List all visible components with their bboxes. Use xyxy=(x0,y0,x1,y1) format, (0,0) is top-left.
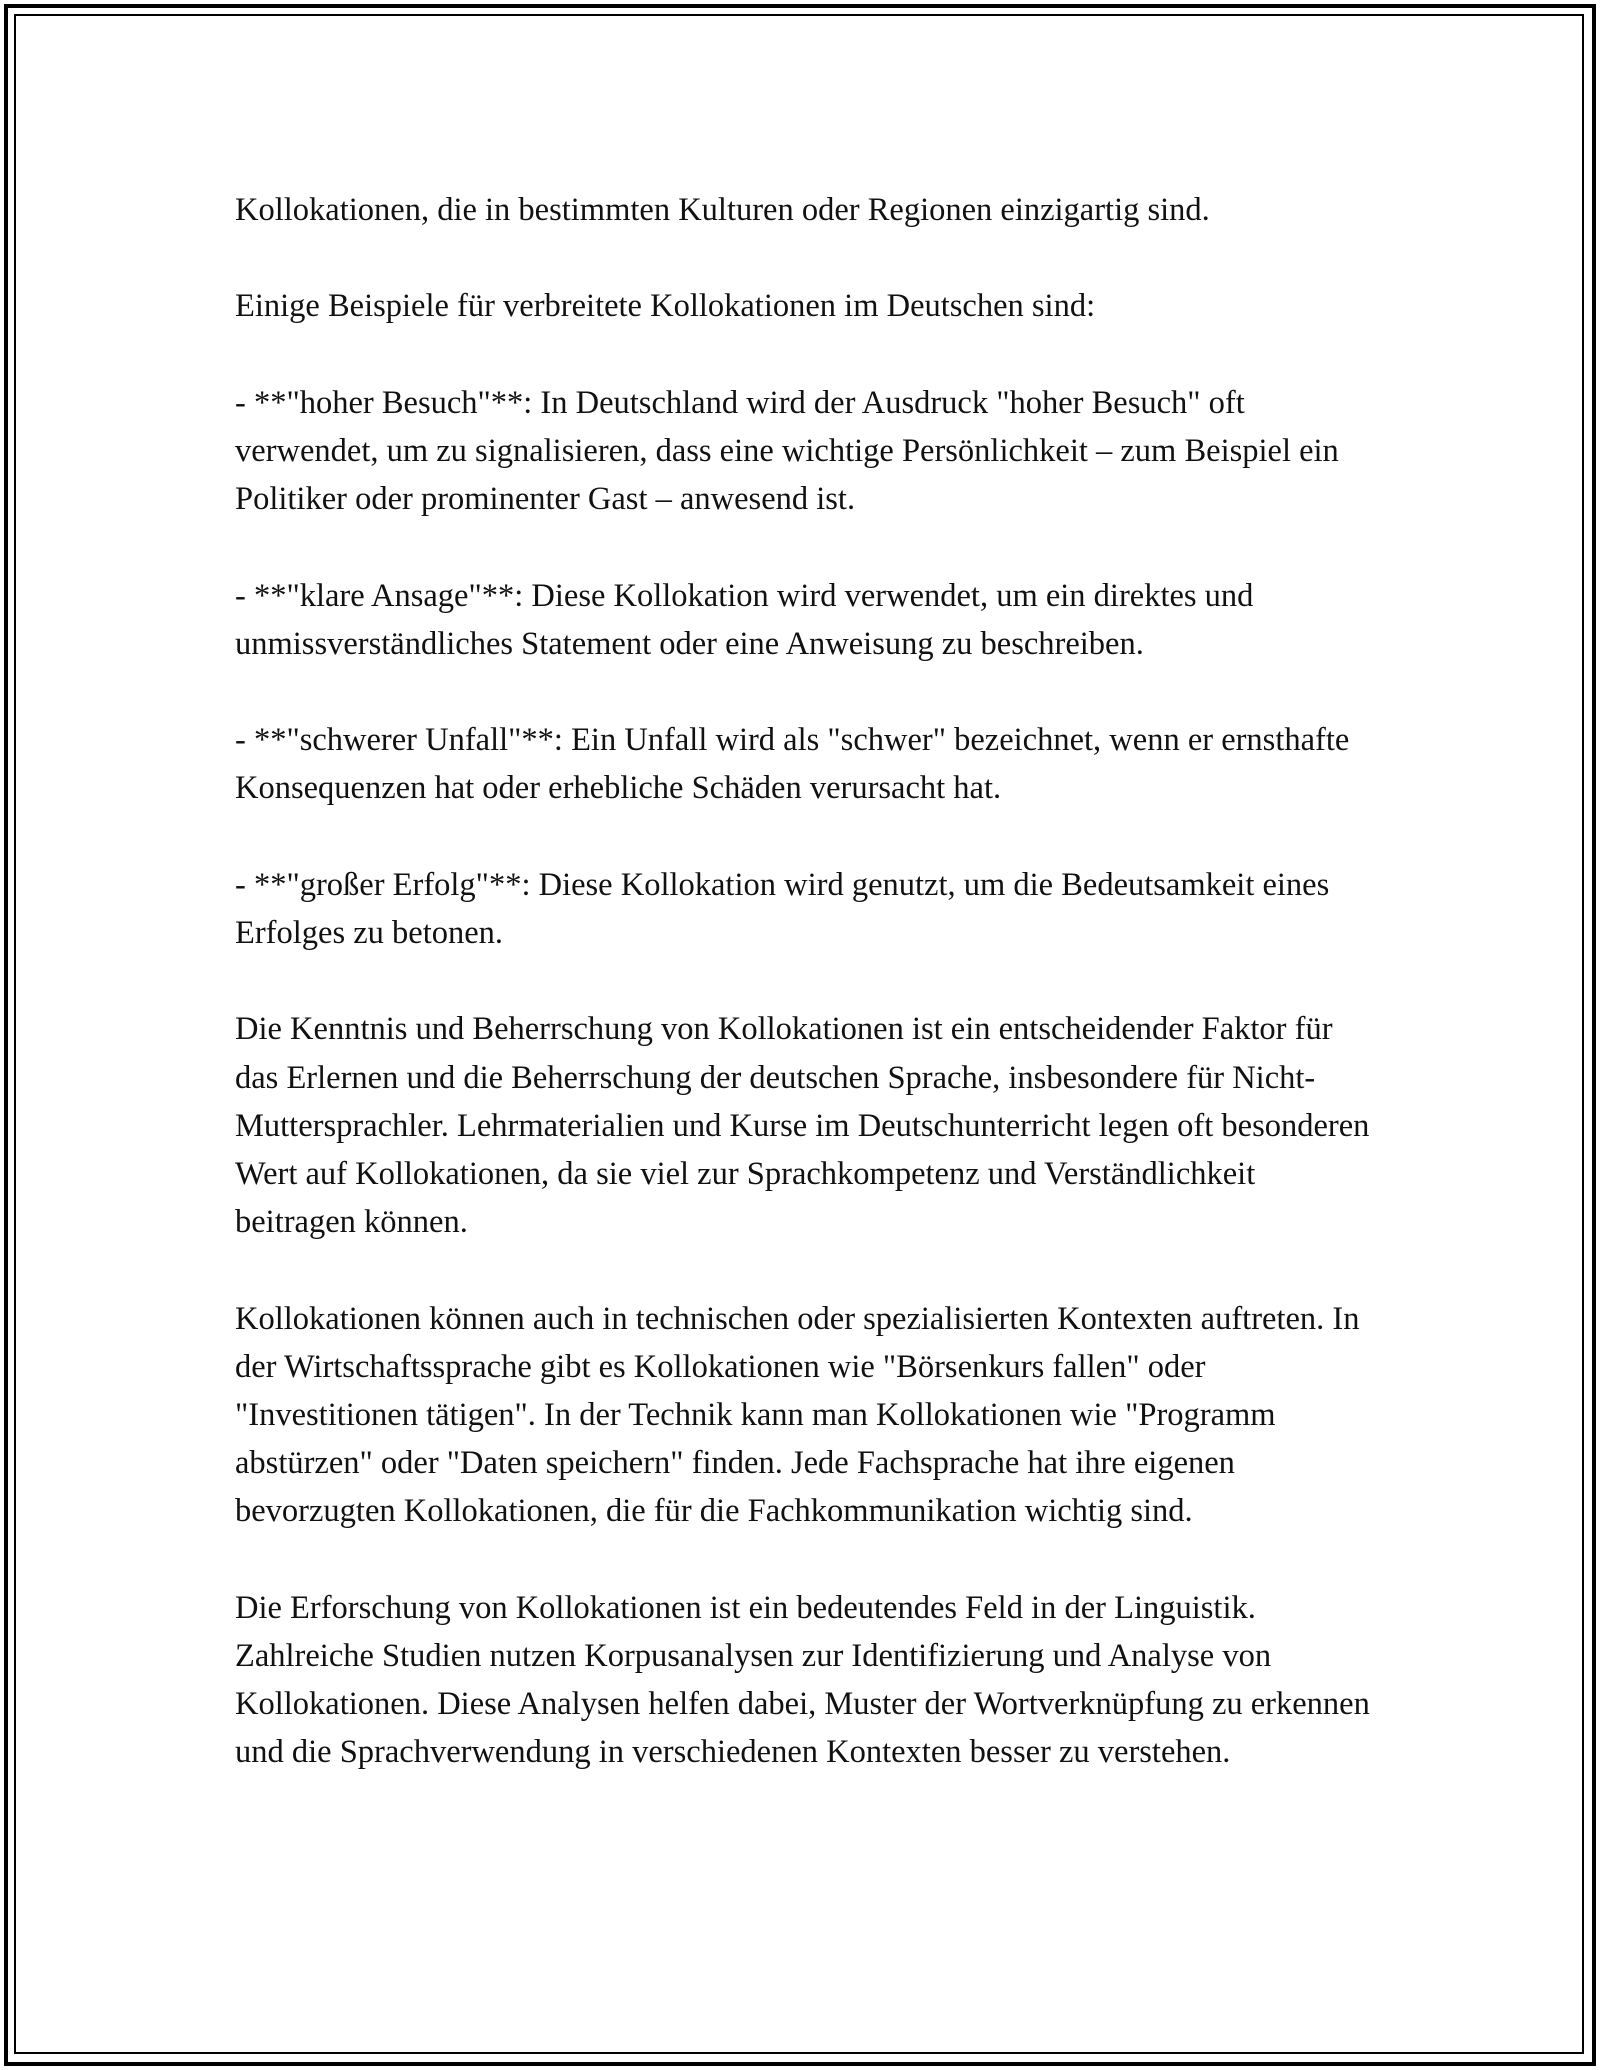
list-item-grosser-erfolg: - **"großer Erfolg"**: Diese Kollokation wird genutzt, um die Bedeutsamkeit eines Erfolges zu betonen. xyxy=(235,866,1330,951)
list-item-schwerer-unfall: - **"schwerer Unfall"**: Ein Unfall wird als "schwer" bezeichnet, wenn er ernsthafte Konsequenzen hat oder erhebliche Schäden verursacht hat. xyxy=(235,722,1350,807)
list-item-klare-ansage: - **"klare Ansage"**: Diese Kollokation wird verwendet, um ein direktes und unmissverständliches Statement oder eine Anweisung zu beschreiben. xyxy=(235,577,1254,662)
list-item-hoher-besuch: - **"hoher Besuch"**: In Deutschland wird der Ausdruck "hoher Besuch" oft verwendet, um zu signalisieren, dass eine wichtige Persönlichkeit – zum Beispiel ein Politiker oder prominenter Gast – anwesend ist. xyxy=(235,384,1339,518)
paragraph-examples-heading: Einige Beispiele für verbreitete Kollokationen im Deutschen sind: xyxy=(235,288,1096,325)
paragraph-erforschung: Die Erforschung von Kollokationen ist ein bedeutendes Feld in der Linguistik. Zahlreiche Studien nutzen Korpusanalysen zur Identifizierung und Analyse von Kollokationen. Diese Analysen helfen dabei, Muster der Wortverknüpfung zu erkennen und die Sprachverwendung in verschiedenen Kontexten besser zu verstehen. xyxy=(235,1589,1370,1771)
paragraph-intro: Kollokationen, die in bestimmten Kulturen oder Regionen einzigartig sind. xyxy=(235,192,1210,228)
paragraph-fachsprache: Kollokationen können auch in technischen oder spezialisierten Kontexten auftreten. In der Wirtschaftssprache gibt es Kollokationen wie "Börsenkurs fallen" oder "Investitionen tätigen". In der Technik kann man Kollokationen wie "Programm abstürzen" oder "Daten speichern" finden. Jede Fachsprache hat ihre eigenen bevorzugten Kollokationen, die für die Fachkommunikation wichtig sind. xyxy=(235,1300,1360,1530)
document-body xyxy=(235,186,1375,1777)
paragraph-kenntnis: Die Kenntnis und Beherrschung von Kollokationen ist ein entscheidender Faktor für das Erlernen und die Beherrschung der deutschen Sprache, insbesondere für Nicht-Muttersprachler. Lehrmaterialien und Kurse im Deutschunterricht legen oft besonderen Wert auf Kollokationen, da sie viel zur Sprachkompetenz und Verständlichkeit beitragen können. xyxy=(235,1011,1370,1241)
